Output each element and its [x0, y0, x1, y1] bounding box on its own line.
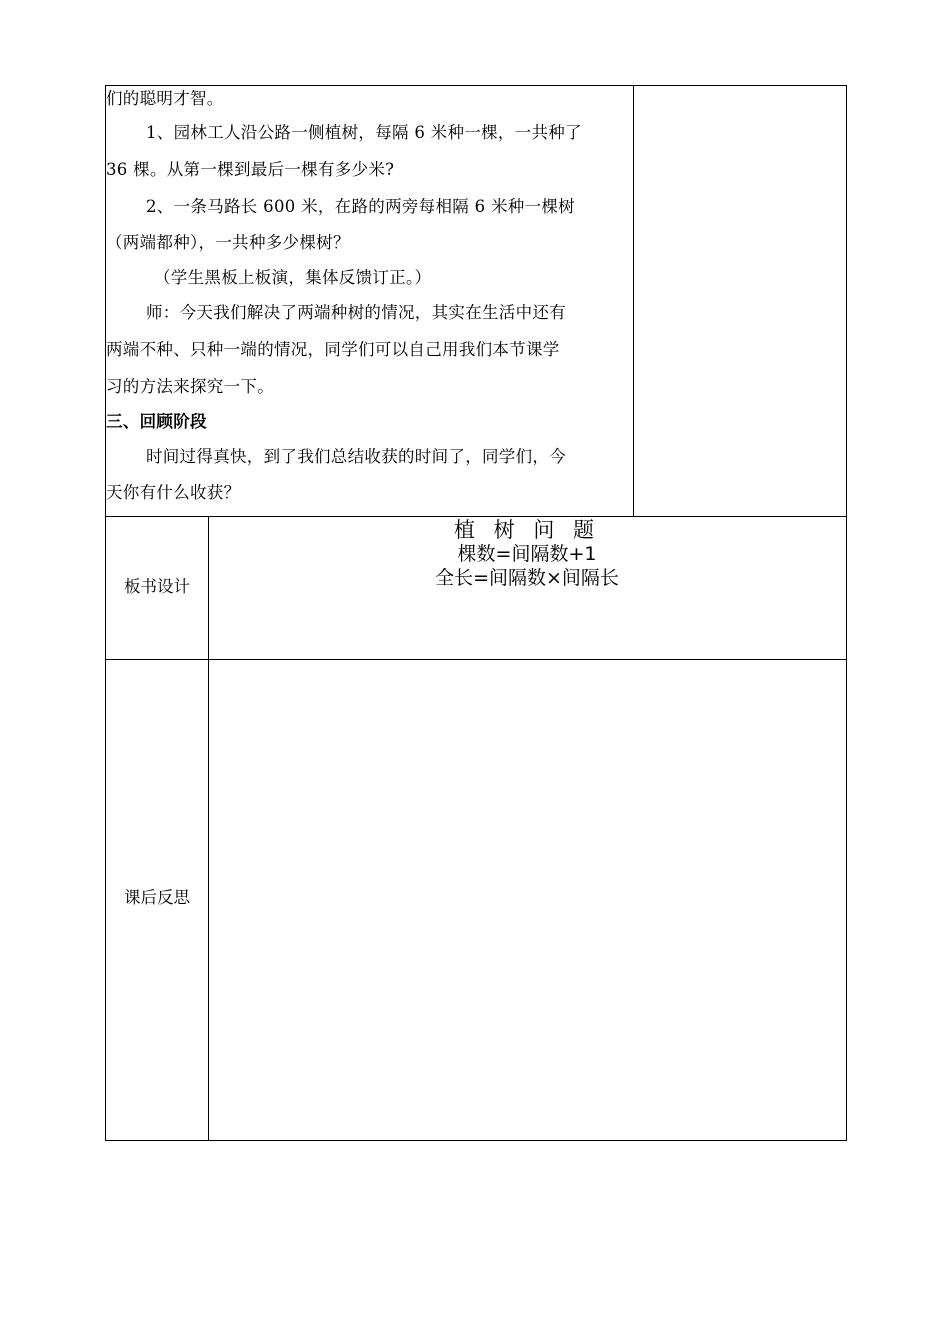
process-line: 36 棵。从第一棵到最后一棵有多少米?: [106, 160, 395, 179]
process-line: 时间过得真快，到了我们总结收获的时间了，同学们，今: [146, 447, 566, 466]
process-line: 们的聪明才智。: [106, 89, 224, 108]
board-design-label: 板书设计: [124, 577, 190, 596]
process-line: （学生黑板上板演，集体反馈订正。）: [154, 268, 432, 287]
board-title: 植 树 问 题: [453, 518, 601, 542]
process-line: 习的方法来探究一下。: [106, 377, 274, 396]
process-line: （两端都种），一共种多少棵树？: [106, 233, 350, 252]
section-heading: 三、回顾阶段: [106, 412, 207, 431]
formula-tree-count: 棵数=间隔数+1: [457, 543, 597, 565]
teaching-process-cell: [106, 86, 634, 516]
reflection-label: 课后反思: [124, 888, 190, 907]
process-line: 2、一条马路长 600 米，在路的两旁每相隔 6 米种一棵树: [146, 197, 575, 216]
process-line: 1、园林工人沿公路一侧植树，每隔 6 米种一棵，一共种了: [146, 123, 582, 142]
process-line: 天你有什么收获？: [106, 483, 241, 502]
process-line: 两端不种、只种一端的情况，同学们可以自己用我们本节课学: [106, 340, 560, 359]
row-divider-board: [105, 516, 847, 517]
formula-total-length: 全长=间隔数×间隔长: [435, 567, 619, 589]
reflection-content[interactable]: [209, 660, 845, 1140]
process-line: 师：今天我们解决了两端种树的情况，其实在生活中还有: [146, 303, 566, 322]
board-design-content: [209, 518, 845, 590]
